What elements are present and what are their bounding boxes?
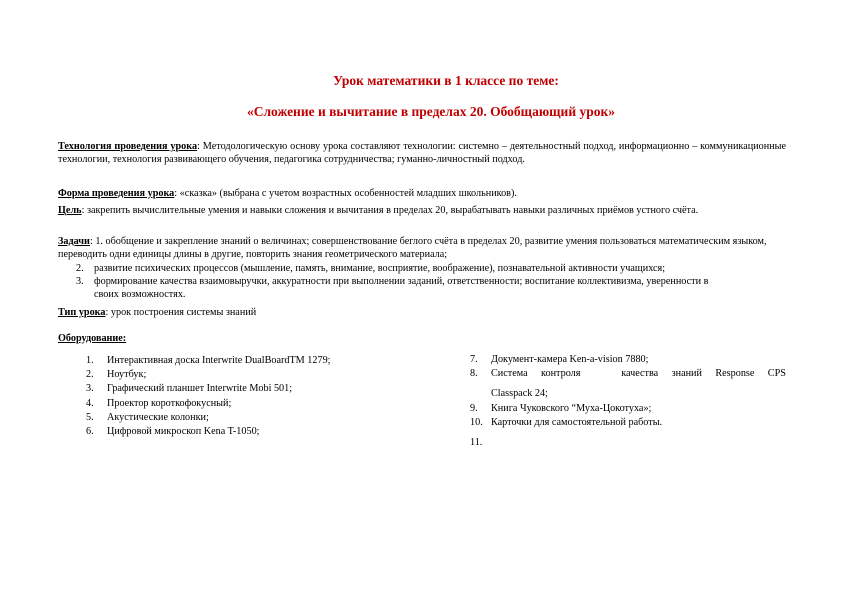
tasks-list	[58, 262, 770, 302]
item-text: Проектор короткофокусный;	[107, 397, 232, 409]
item-word: контроля	[541, 368, 581, 380]
item-number: 3.	[86, 383, 94, 395]
tasks-paragraph	[58, 235, 770, 262]
item-number: 4.	[86, 397, 94, 409]
item-number: 10.	[470, 416, 483, 428]
list-item	[86, 354, 416, 368]
form-text: : «сказка» (выбрана с учетом возрастных особенностей младших школьников).	[174, 188, 517, 199]
item-word: Система	[491, 368, 528, 380]
list-item	[58, 262, 770, 275]
list-item	[86, 382, 416, 396]
technology-label: Технология проведения урока	[58, 141, 198, 152]
technology-paragraph	[58, 140, 786, 167]
form-label: Форма проведения урока	[58, 188, 175, 199]
lesson-type-paragraph	[58, 306, 786, 319]
equipment-list-right	[470, 353, 786, 449]
item-text: Книга Чуковского “Муха-Цокотуха»;	[491, 402, 652, 414]
form-paragraph	[58, 187, 786, 200]
list-item	[86, 368, 416, 382]
list-item	[470, 402, 786, 416]
item-text-justified	[491, 367, 786, 381]
equipment-heading	[58, 332, 786, 345]
title-line-1: Урок математики в 1 классе по теме:	[333, 73, 559, 88]
task-text: формирование качества взаимовыручки, аккуратности при выполнении заданий, ответственности; воспитание коллективизма, уверенности в своих возможностях.	[94, 275, 709, 301]
list-item	[86, 411, 416, 425]
goal-label: Цель	[58, 205, 82, 216]
list-item-continuation	[470, 387, 786, 401]
item-word: CPS	[767, 368, 786, 380]
tasks-label: Задачи	[58, 236, 90, 247]
item-word: Response	[715, 368, 755, 380]
item-text: Classpack 24;	[491, 388, 548, 400]
list-item	[470, 367, 786, 381]
equipment-label: Оборудование:	[58, 333, 127, 344]
item-word: знаний	[671, 368, 702, 380]
tasks-block	[58, 235, 770, 301]
list-item	[470, 416, 786, 430]
lesson-type-label: Тип урока	[58, 307, 106, 318]
item-number: 1.	[86, 355, 94, 366]
item-number: 9.	[470, 402, 478, 414]
item-text: Карточки для самостоятельной работы.	[491, 416, 663, 428]
item-number: 8.	[470, 368, 478, 380]
item-text: Акустические колонки;	[107, 411, 209, 423]
item-word: качества	[621, 368, 659, 380]
goal-paragraph	[58, 204, 770, 217]
item-text: Ноутбук;	[107, 369, 147, 381]
item-text: Графический планшет Interwrite Mobi 501;	[107, 383, 293, 395]
item-text: Документ-камера Ken-a-vision 7880;	[491, 354, 649, 365]
goal-text: : закрепить вычислительные умения и навыки сложения и вычитания в пределах 20, вырабатывать навыки различных приёмов устного счёта.	[81, 205, 699, 216]
list-item	[58, 275, 770, 302]
task-number: 3.	[76, 275, 84, 287]
lesson-type-text: : урок построения системы знаний	[105, 307, 257, 318]
list-item	[86, 425, 416, 439]
task-number: 2.	[76, 262, 84, 274]
item-number: 7.	[470, 354, 478, 365]
list-item	[470, 353, 786, 367]
item-text: Цифровой микроскоп Kena T-1050;	[107, 426, 260, 438]
tasks-text: : 1. обобщение и закрепление знаний о величинах; совершенствование беглого счёта в пределах 20, развитие умения пользоваться математическим языком, переводить одни единицы длины в другие, повторить знания геометрического материала;	[58, 236, 767, 261]
item-text: Интерактивная доска Interwrite DualBoardTM 1279;	[107, 355, 331, 366]
item-number: 6.	[86, 426, 94, 438]
title-line-2: «Сложение и вычитание в пределах 20. Обобщающий урок»	[246, 104, 616, 119]
list-item	[86, 397, 416, 411]
item-number: 11.	[470, 437, 483, 449]
technology-text: : Методологическую основу урока составляют технологии: системно – деятельностный подход, информационно – коммуникационные технологии, технология развивающего обучения, педагогика сотрудничества; гуманно-личностный подход.	[58, 141, 786, 166]
equipment-list-left	[86, 354, 416, 439]
item-number: 2.	[86, 369, 94, 381]
item-number: 5.	[86, 411, 94, 423]
task-text: развитие психических процессов (мышление, память, внимание, восприятие, воображение), познавательной активности учащихся;	[94, 262, 666, 274]
